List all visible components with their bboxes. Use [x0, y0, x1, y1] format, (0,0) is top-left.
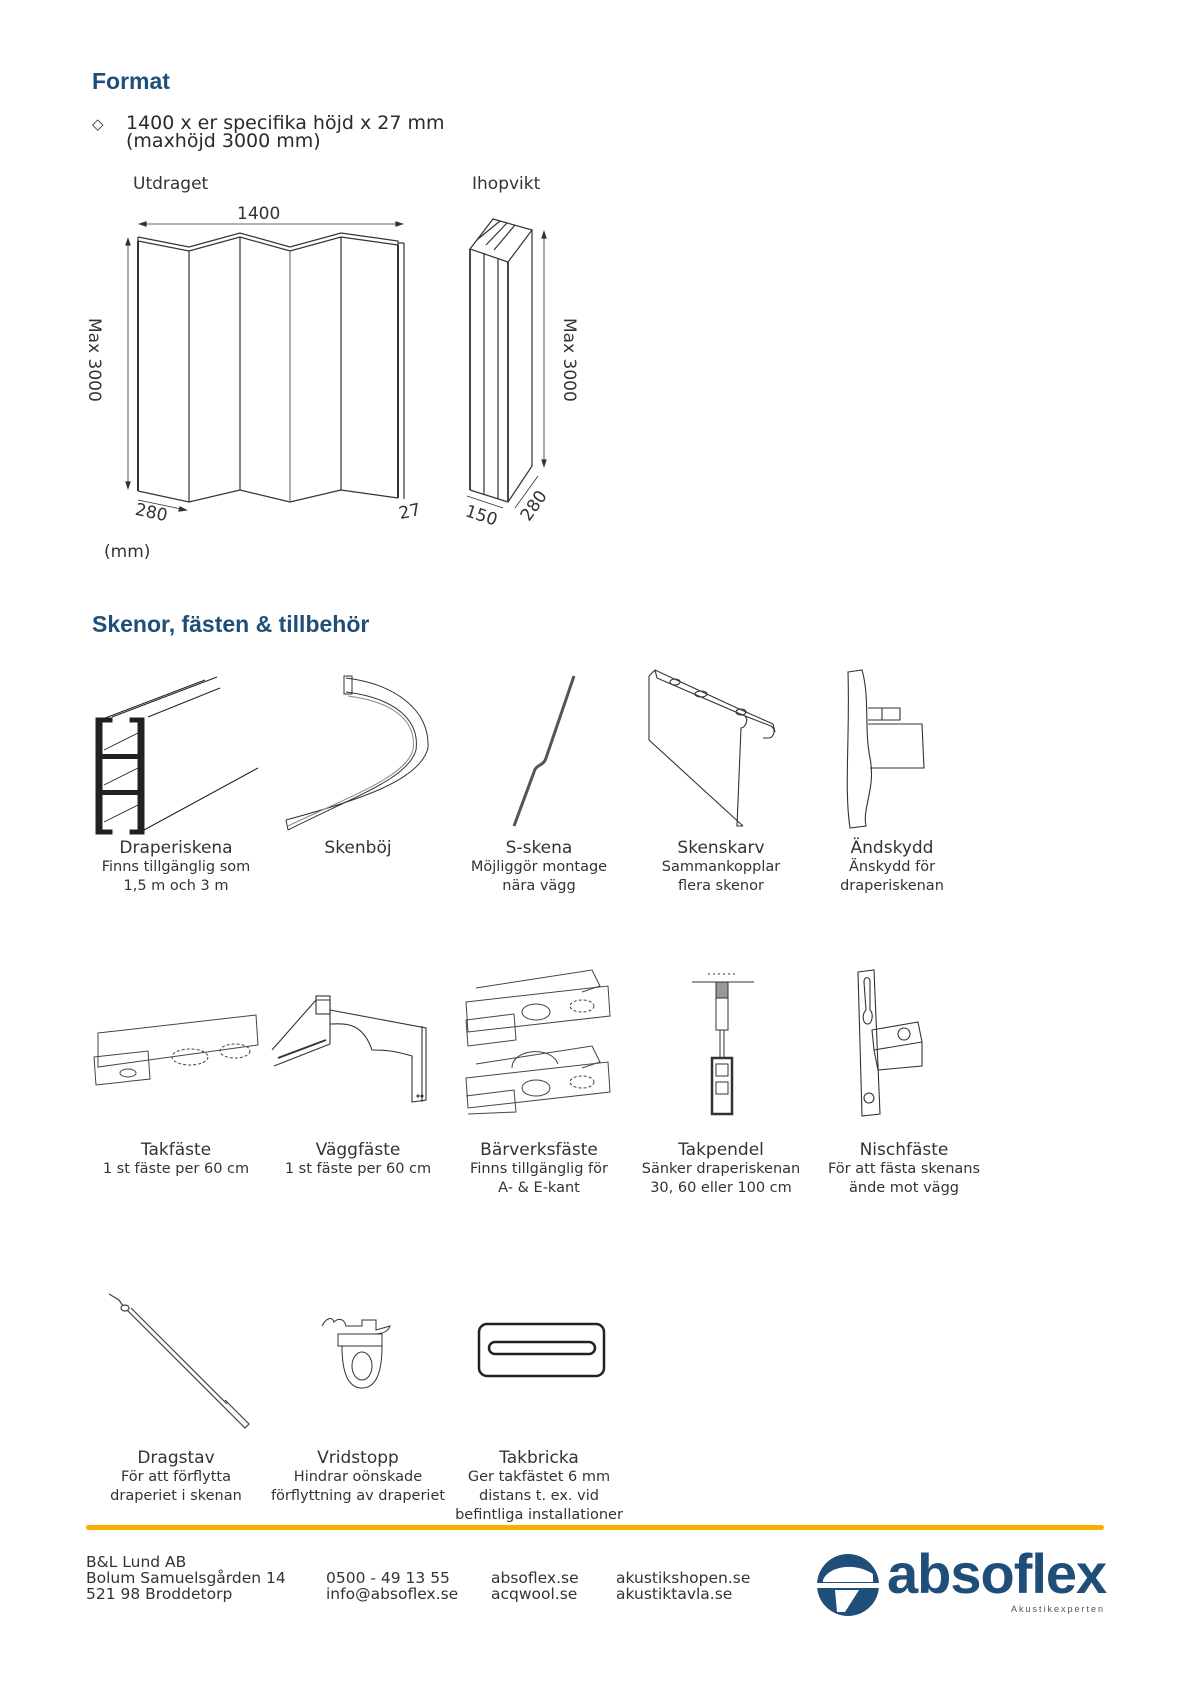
item-desc: Hindrar oönskade: [293, 1469, 423, 1485]
format-heading: Format: [92, 68, 170, 94]
absoflex-logo: [815, 1542, 1115, 1618]
website-link[interactable]: acqwool.se: [491, 1585, 578, 1603]
ceiling-washer-icon: [475, 1320, 610, 1380]
s-rail-icon: [500, 670, 580, 830]
format-spec-line2: (maxhöjd 3000 mm): [126, 130, 321, 152]
item-name: Skenskarv: [677, 838, 765, 858]
item-desc: ände mot vägg: [849, 1180, 959, 1196]
end-cap-icon: [840, 668, 930, 828]
ceiling-bracket-icon: [90, 1005, 265, 1095]
item-name: Skenböj: [324, 838, 392, 858]
height-dimension-right: Max 3000: [559, 318, 579, 402]
website-link[interactable]: akustikshopen.se: [616, 1569, 751, 1587]
width-dimension: 1400: [237, 204, 281, 224]
height-dimension-left: Max 3000: [84, 318, 104, 402]
item-vridstopp: [268, 1448, 448, 1506]
wall-bracket-icon: [272, 990, 442, 1110]
item-desc: Änskydd för: [848, 859, 936, 875]
item-s-skena: [449, 838, 629, 896]
item-desc: Ger takfästet 6 mm: [467, 1469, 611, 1485]
item-name: Takbricka: [499, 1448, 579, 1468]
item-desc: distans t. ex. vid: [479, 1488, 599, 1504]
address-line1: Bolum Samuelsgården 14: [86, 1569, 286, 1587]
item-name: Takfäste: [140, 1140, 212, 1160]
thickness-dimension: 27: [397, 499, 423, 525]
item-takpendel: [631, 1140, 811, 1198]
footer-websites-2: [616, 1570, 750, 1602]
accessories-heading: Skenor, fästen & tillbehör: [92, 611, 370, 637]
item-name: Väggfäste: [315, 1140, 401, 1160]
item-skenboj: [268, 838, 448, 858]
website-link[interactable]: absoflex.se: [491, 1569, 579, 1587]
item-draperiskena: [86, 838, 266, 896]
email-link[interactable]: info@absoflex.se: [326, 1585, 459, 1603]
item-name: Ändskydd: [850, 838, 934, 858]
grid-bracket-icon: [462, 968, 622, 1113]
niche-bracket-icon: [852, 970, 942, 1115]
item-desc: befintliga installationer: [455, 1507, 623, 1523]
logo-tagline: Akustikexperten: [1011, 1604, 1106, 1614]
item-desc: nära vägg: [502, 878, 576, 894]
absoflex-logo-mark-icon: [815, 1552, 881, 1618]
item-name: Bärverksfäste: [480, 1140, 598, 1160]
folded-panel-drawing: [0, 0, 1190, 600]
item-vaggfaste: [268, 1140, 448, 1179]
footer-contact: [326, 1570, 458, 1602]
item-dragstav: [86, 1448, 266, 1506]
unit-label: (mm): [104, 542, 151, 562]
footer-divider: [86, 1525, 1104, 1530]
item-desc: 1 st fäste per 60 cm: [284, 1161, 432, 1177]
footer-websites-1: [491, 1570, 579, 1602]
item-desc: För att fästa skenans: [827, 1161, 981, 1177]
company-name: B&L Lund AB: [86, 1553, 187, 1571]
item-desc: 30, 60 eller 100 cm: [650, 1180, 792, 1196]
item-desc: Sänker draperiskenan: [641, 1161, 801, 1177]
format-spec-line1: 1400 x er specifika höjd x 27 mm: [126, 112, 445, 134]
item-desc: För att förflytta: [120, 1469, 232, 1485]
item-name: Takpendel: [678, 1140, 764, 1160]
rail-joint-icon: [645, 668, 795, 828]
ceiling-pendant-icon: [688, 968, 758, 1118]
item-name: Dragstav: [137, 1448, 215, 1468]
item-takbricka: [449, 1448, 629, 1525]
website-link[interactable]: akustiktavla.se: [616, 1585, 733, 1603]
address-line2: 521 98 Broddetorp: [86, 1585, 233, 1603]
panel-depth-dimension: 280: [133, 499, 170, 527]
item-name: Draperiskena: [119, 838, 233, 858]
phone-number: 0500 - 49 13 55: [326, 1569, 450, 1587]
item-name: Nischfäste: [859, 1140, 949, 1160]
twist-stop-icon: [318, 1312, 398, 1402]
item-name: Vridstopp: [317, 1448, 399, 1468]
curved-rail-icon: [280, 670, 440, 830]
item-desc: 1 st fäste per 60 cm: [102, 1161, 250, 1177]
item-desc: flera skenor: [678, 878, 764, 894]
item-desc: förflyttning av draperiet: [270, 1488, 446, 1504]
diamond-outline-icon: ◇: [92, 115, 104, 133]
folded-label: Ihopvikt: [472, 174, 541, 194]
item-desc: Finns tillgänglig som: [101, 859, 251, 875]
footer-address: [86, 1554, 286, 1602]
item-desc: Finns tillgänglig för: [470, 1161, 608, 1177]
item-andskydd: [802, 838, 982, 896]
item-skenskarv: [631, 838, 811, 896]
item-desc: Möjliggör montage: [470, 859, 608, 875]
extended-label: Utdraget: [133, 174, 209, 194]
item-barverksfaste: [449, 1140, 629, 1198]
folded-width-dimension: 150: [462, 501, 500, 531]
item-desc: draperiet i skenan: [110, 1488, 242, 1504]
logo-text: absoflex: [887, 1542, 1107, 1605]
item-desc: Sammankopplar: [661, 859, 781, 875]
folded-depth-dimension: 280: [516, 486, 552, 526]
draw-rod-icon: [105, 1290, 255, 1430]
item-name: S-skena: [505, 838, 573, 858]
item-desc: A- & E-kant: [498, 1180, 580, 1196]
item-takfaste: [86, 1140, 266, 1179]
item-nischfaste: [814, 1140, 994, 1198]
item-desc: draperiskenan: [840, 878, 944, 894]
item-desc: 1,5 m och 3 m: [123, 878, 229, 894]
rail-profile-icon: [90, 670, 260, 830]
